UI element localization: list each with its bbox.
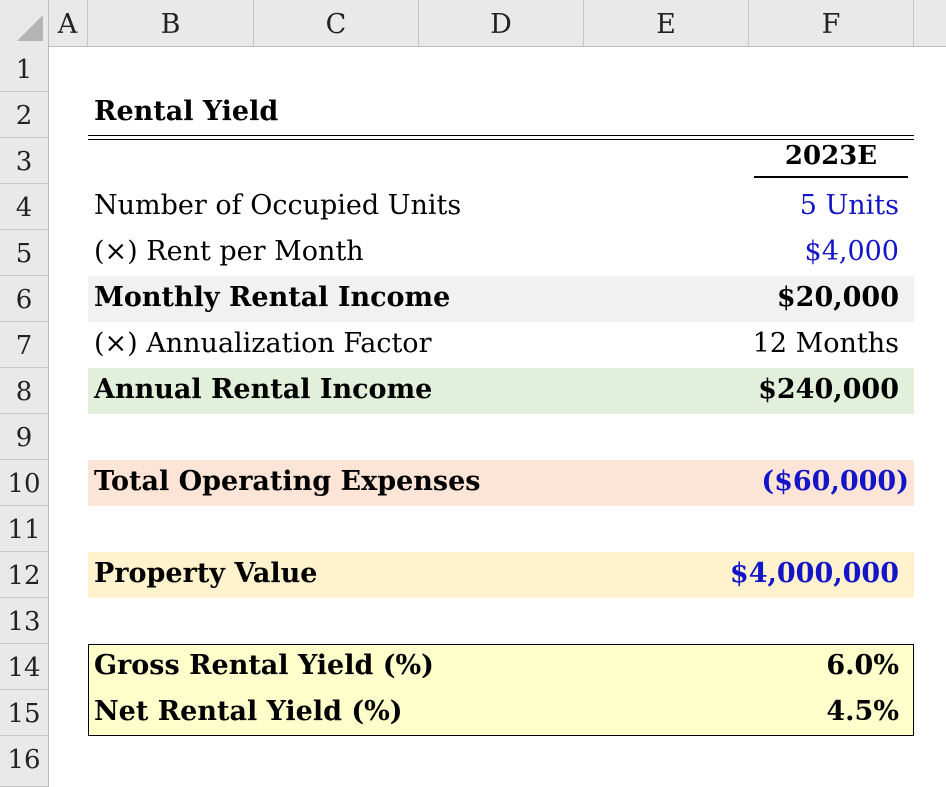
gross-yield-value[interactable]: 6.0% [826,650,899,681]
row-header-14[interactable]: 14 [0,644,48,690]
period-header[interactable]: 2023E [784,141,878,171]
row-header-bar [0,46,49,787]
column-header-c[interactable]: C [254,0,419,46]
row-header-10[interactable]: 10 [0,460,48,506]
row-header-12[interactable]: 12 [0,552,48,598]
row-header-16[interactable]: 16 [0,736,48,787]
monthly-income-label[interactable]: Monthly Rental Income [94,282,451,313]
annualization-value[interactable]: 12 Months [752,328,899,359]
row-header-1[interactable]: 1 [0,46,48,92]
property-value-value[interactable]: $4,000,000 [729,558,899,589]
row-header-9[interactable]: 9 [0,414,48,460]
column-header-bar [0,0,946,47]
row-header-6[interactable]: 6 [0,276,48,322]
title-rule-top [88,135,914,136]
row-header-3[interactable]: 3 [0,138,48,184]
title-rule-bottom [88,139,914,140]
annual-income-value[interactable]: $240,000 [758,374,899,405]
net-yield-value[interactable]: 4.5% [826,696,899,727]
row-header-15[interactable]: 15 [0,690,48,736]
row-header-5[interactable]: 5 [0,230,48,276]
row-header-8[interactable]: 8 [0,368,48,414]
monthly-income-value[interactable]: $20,000 [776,282,899,313]
column-header-b[interactable]: B [88,0,254,46]
occupied-units-label[interactable]: Number of Occupied Units [94,190,462,221]
opex-label[interactable]: Total Operating Expenses [94,466,481,497]
row-header-4[interactable]: 4 [0,184,48,230]
row-header-7[interactable]: 7 [0,322,48,368]
occupied-units-value[interactable]: 5 Units [799,190,899,221]
net-yield-label[interactable]: Net Rental Yield (%) [94,696,403,727]
rent-per-month-label[interactable]: (×) Rent per Month [94,236,364,267]
select-all-triangle-icon [17,15,43,41]
property-value-label[interactable]: Property Value [94,558,318,589]
gross-yield-label[interactable]: Gross Rental Yield (%) [94,650,434,681]
opex-value[interactable]: ($60,000) [761,466,909,497]
column-header-a[interactable]: A [48,0,88,46]
column-header-d[interactable]: D [419,0,584,46]
select-all-corner[interactable] [0,0,49,46]
column-header-f[interactable]: F [749,0,914,46]
annualization-label[interactable]: (×) Annualization Factor [94,328,432,359]
rent-per-month-value[interactable]: $4,000 [804,236,899,267]
period-underline [754,176,908,178]
row-header-2[interactable]: 2 [0,92,48,138]
page-title[interactable]: Rental Yield [94,96,279,127]
annual-income-label[interactable]: Annual Rental Income [94,374,433,405]
row-header-11[interactable]: 11 [0,506,48,552]
column-header-e[interactable]: E [584,0,749,46]
row-header-13[interactable]: 13 [0,598,48,644]
